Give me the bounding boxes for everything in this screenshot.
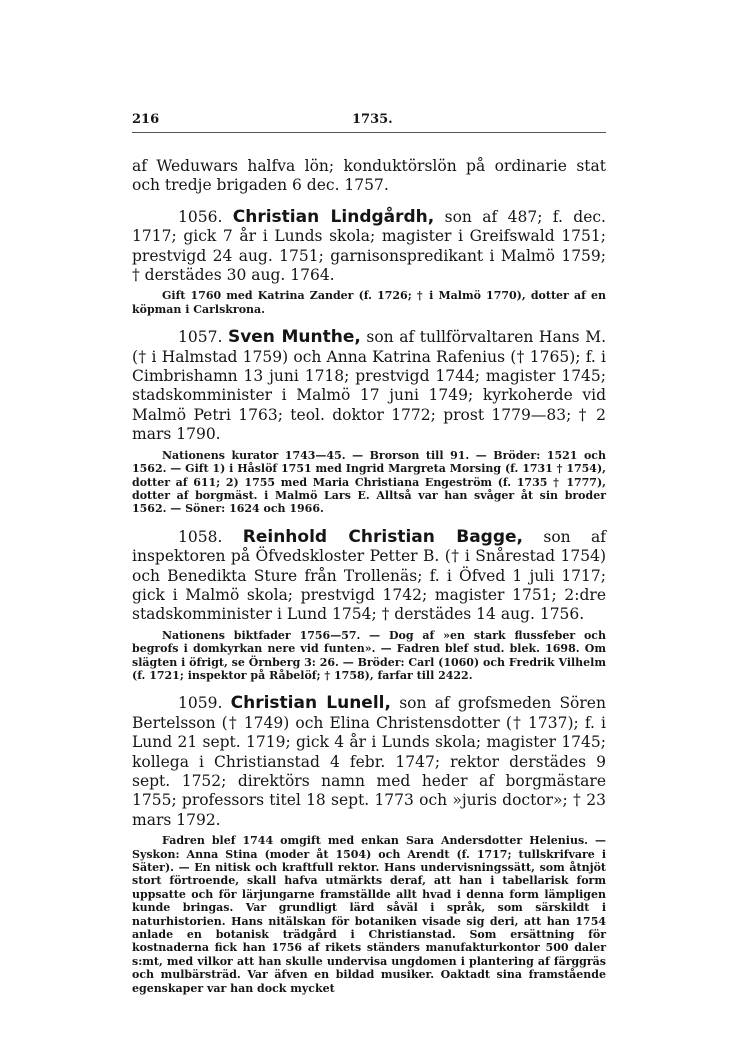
page-body bbox=[132, 157, 606, 995]
entry-main bbox=[132, 208, 606, 286]
running-header bbox=[132, 112, 606, 133]
entry-1059 bbox=[132, 694, 606, 995]
entry-main bbox=[132, 328, 606, 444]
entry-main bbox=[132, 528, 606, 625]
entry-main bbox=[132, 694, 606, 830]
page-number: 216 bbox=[132, 112, 160, 127]
entry-text: son af tullförvaltaren Hans M. († i Halmstad 1759) och Anna Katrina Rafenius († 1765); f. i Cimbrishamn 13 juni 1718; prestvigd 1744; magister 1745; stadskomminister i Malmö 17 juni 1749; kyrkoherde vid Malmö Petri 1763; teol. doktor 1772; prost 1779—83; † 2 mars 1790. bbox=[132, 328, 606, 444]
entry-1056 bbox=[132, 208, 606, 316]
entry-notes bbox=[132, 629, 606, 683]
entry-number: 1059. bbox=[178, 694, 223, 713]
entry-note: Nationens biktfader 1756—57. — Dog af »en stark flussfeber och begrofs i domkyrkan nere vid funten». — Fadren blef stud. blek. 1698. Om slägten i öfrigt, se Örnberg 3: 26. — Bröder: Carl (1060) och Fredrik Vilhelm (f. 1721; inspektor på Råbelöf; † 1758), farfar till 2422. bbox=[132, 628, 606, 682]
entry-text: son af inspektoren på Öfvedskloster Petter B. († i Snårestad 1754) och Benedikta Sture från Trollenäs; f. i Öfved 1 juli 1717; gick i Malmö skola; prestvigd 1742; magister 1751; 2:dre stadskomminister i Lund 1754; † derstädes 14 aug. 1756. bbox=[132, 527, 606, 624]
entry-1057 bbox=[132, 328, 606, 515]
entry-text: son af grofsmeden Sören Bertelsson († 1749) och Elina Christensdotter († 1737); f. i Lund 21 sept. 1719; gick 4 år i Lunds skola; magister 1745; kollega i Christianstad 4 febr. 1747; rektor derstädes 9 sept. 1752; direktörs namn med heder af borgmästare 1755; professors titel 18 sept. 1773 och »juris doctor»; † 23 mars 1792. bbox=[132, 694, 606, 829]
entry-note: Gift 1760 med Katrina Zander (f. 1726; † i Malmö 1770), dotter af en köpman i Carlskrona. bbox=[132, 289, 606, 316]
entry-notes bbox=[132, 449, 606, 516]
header-year: 1735. bbox=[352, 112, 393, 127]
book-page bbox=[132, 112, 606, 995]
entry-name: Sven Munthe, bbox=[227, 327, 361, 348]
entry-1058 bbox=[132, 528, 606, 683]
entry-notes bbox=[132, 289, 606, 316]
entry-note: Nationens kurator 1743—45. — Brorson till 91. — Bröder: 1521 och 1562. — Gift 1) i Håslöf 1751 med Ingrid Margreta Morsing (f. 1731 † 1754), dotter af 611; 2) 1755 med Maria Christiana Engeström (f. 1735 † 1777), dotter af borgmäst. i Malmö Lars E. Alltså var han svåger åt sin broder 1562. — Söner: 1624 och 1966. bbox=[132, 448, 606, 516]
entry-name: Christian Lunell, bbox=[230, 693, 391, 714]
entry-number: 1057. bbox=[178, 328, 223, 347]
entry-note: Fadren blef 1744 omgift med enkan Sara Andersdotter Helenius. — Syskon: Anna Stina (moder åt 1504) och Arendt (f. 1717; tullskrifvare i Säter). — En nitisk och kraftfull rektor. Hans undervisningssätt, som åtnjöt stort förtroende, skall hafva utmärkts deraf, att han i tabellarisk form uppsatte och för lärjungarne framställde allt hvad i denna form lämpligen kunde bringas. Var grundligt lärd såväl i språk, som särskildt i naturhistorien. Hans nitälskan för botaniken visade sig deri, att han 1754 anlade en botanisk trädgård i Christianstad. Som ersättning för kostnaderna fick han 1756 af rikets ständers manufakturkontor 500 daler s:mt, med vilkor att han skulle undervisa ungdomen i plantering af färggräs och mulbärsträd. Var äfven en bildad musiker. Oaktadt sina framstående egenskaper var han dock mycket bbox=[132, 834, 606, 995]
entry-name: Reinhold Christian Bagge, bbox=[242, 526, 523, 547]
entry-number: 1058. bbox=[178, 527, 223, 546]
entry-text: son af 487; f. dec. 1717; gick 7 år i Lunds skola; magister i Greifswald 1751; prestvigd 24 aug. 1751; garnisonspredikant i Malmö 1759; † derstädes 30 aug. 1764. bbox=[132, 207, 606, 285]
intro-paragraph: af Weduwars halfva lön; konduktörslön på ordinarie stat och tredje brigaden 6 dec. 1757. bbox=[132, 157, 606, 195]
entry-name: Christian Lindgårdh, bbox=[232, 206, 435, 227]
entry-number: 1056. bbox=[178, 207, 223, 226]
entry-notes bbox=[132, 834, 606, 995]
